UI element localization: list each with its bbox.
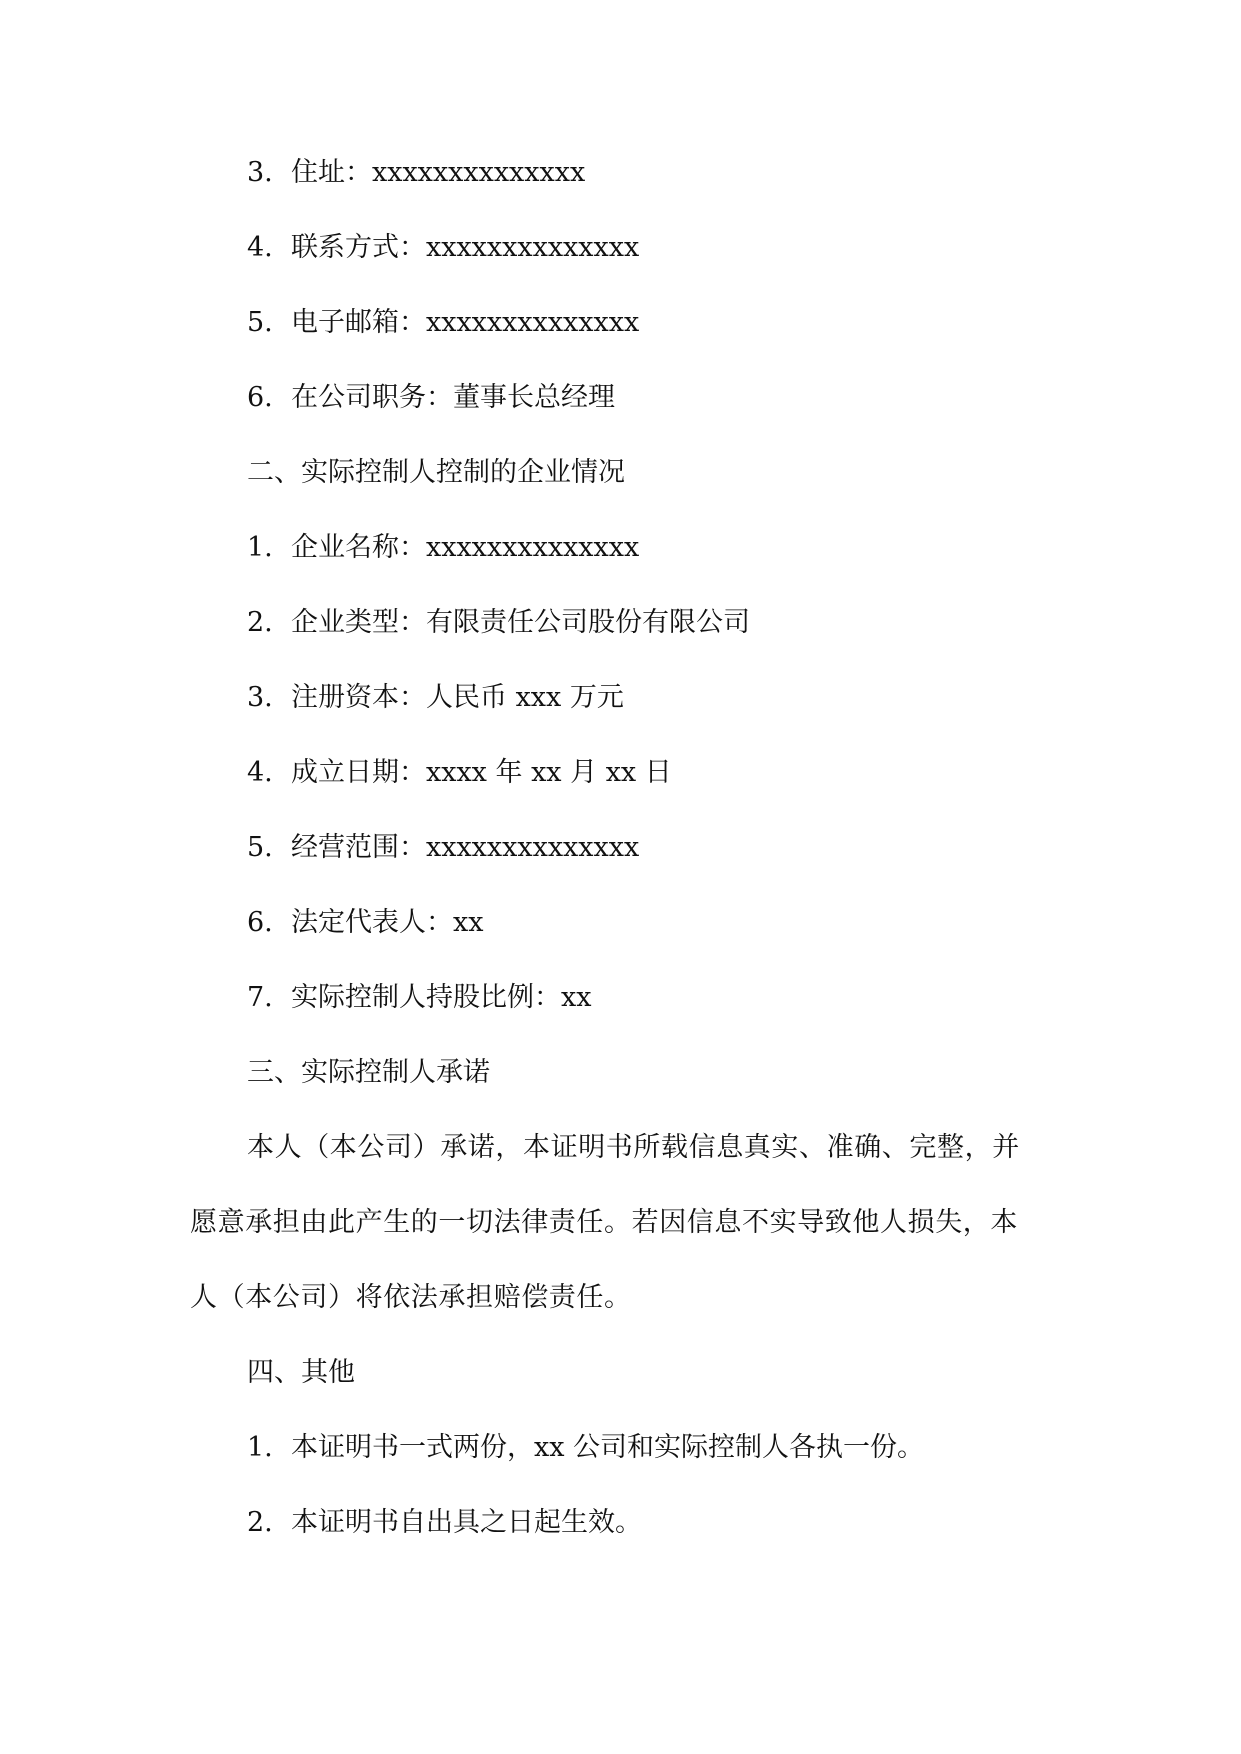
list-item-address [0, 149, 1241, 197]
list-item-effective [0, 1499, 1241, 1547]
list-item-copies [0, 1424, 1241, 1472]
item-number: 1. [247, 1432, 273, 1463]
item-number: 6. [247, 907, 273, 938]
section-heading-4 [0, 1349, 1241, 1397]
list-item-email [0, 299, 1241, 347]
item-text: 经营范围：xxxxxxxxxxxxxx [291, 832, 640, 863]
item-text: 实际控制人持股比例：xx [291, 982, 592, 1013]
item-text: 本证明书自出具之日起生效。 [291, 1507, 642, 1538]
item-number: 6. [247, 382, 273, 413]
item-number: 7. [247, 982, 273, 1013]
item-number: 4. [247, 757, 273, 788]
list-item-founded-date [0, 749, 1241, 797]
item-number: 5. [247, 832, 273, 863]
item-text: 电子邮箱：xxxxxxxxxxxxxx [291, 307, 640, 338]
paragraph-line [0, 1199, 1241, 1247]
item-number: 1. [247, 532, 273, 563]
list-item-business-scope [0, 824, 1241, 872]
item-number: 2. [247, 1507, 273, 1538]
item-text: 在公司职务：董事长总经理 [291, 382, 615, 413]
list-item-contact [0, 224, 1241, 272]
item-text: 企业类型：有限责任公司股份有限公司 [291, 607, 750, 638]
item-number: 5. [247, 307, 273, 338]
paragraph-line [0, 1124, 1241, 1172]
list-item-legal-representative [0, 899, 1241, 947]
item-number: 3. [247, 157, 273, 188]
item-number: 2. [247, 607, 273, 638]
list-item-shareholding-ratio [0, 974, 1241, 1022]
list-item-registered-capital [0, 674, 1241, 722]
list-item-company-type [0, 599, 1241, 647]
paragraph-line [0, 1274, 1241, 1322]
list-item-company-name [0, 524, 1241, 572]
item-text: 联系方式：xxxxxxxxxxxxxx [291, 232, 640, 263]
list-item-position [0, 374, 1241, 422]
item-number: 4. [247, 232, 273, 263]
item-text: 本证明书一式两份，xx 公司和实际控制人各执一份。 [291, 1432, 925, 1463]
section-title: 四、其他 [247, 1357, 355, 1388]
item-text: 注册资本：人民币 xxx 万元 [291, 682, 624, 713]
paragraph-text: 本人（本公司）承诺，本证明书所载信息真实、准确、完整，并 [247, 1132, 1020, 1163]
item-text: 成立日期：xxxx 年 xx 月 xx 日 [291, 757, 672, 788]
item-text: 法定代表人：xx [291, 907, 484, 938]
section-title: 三、实际控制人承诺 [247, 1057, 490, 1088]
section-heading-2 [0, 449, 1241, 497]
paragraph-text: 人（本公司）将依法承担赔偿责任。 [190, 1282, 632, 1313]
item-text: 企业名称：xxxxxxxxxxxxxx [291, 532, 640, 563]
paragraph-text: 愿意承担由此产生的一切法律责任。若因信息不实导致他人损失，本 [190, 1207, 1018, 1238]
section-title: 二、实际控制人控制的企业情况 [247, 457, 625, 488]
section-heading-3 [0, 1049, 1241, 1097]
item-number: 3. [247, 682, 273, 713]
item-text: 住址：xxxxxxxxxxxxxx [291, 157, 586, 188]
